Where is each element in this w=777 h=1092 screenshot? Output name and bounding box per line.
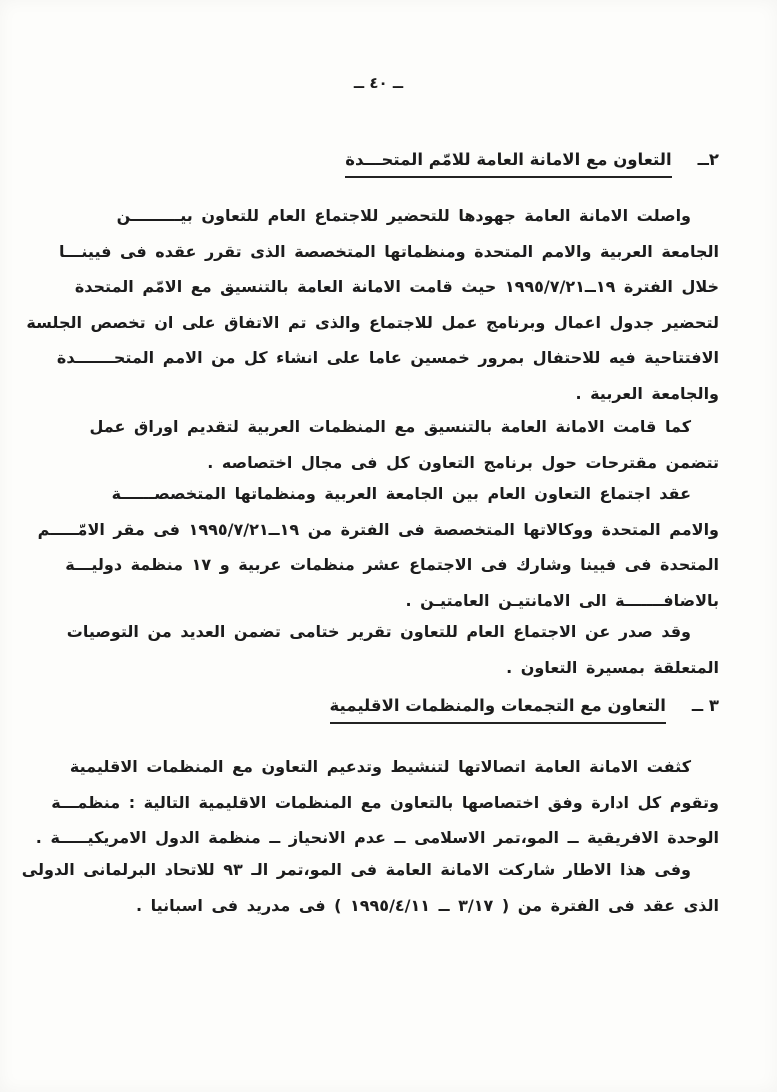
section-3-title: التعاون مع التجمعات والمنظمات الاقليمية [330,696,666,724]
section-3-number: ٣ ــ [691,696,719,715]
text-line: واصلت الامانة العامة جهودها للتحضير للاجتماع العام للتعاون بيـــــــــن [116,206,691,225]
text-line: بالاضافـــــــة الى الامانتيـن العامتيـن . [405,590,719,610]
section-2-paragraph-1 [26,198,719,411]
text-line: المتعلقة بمسيرة التعاون . [506,657,719,677]
section-2-heading [345,150,719,178]
text-line: والجامعة العربية . [575,383,719,403]
text-line: عقد اجتماع التعاون العام بين الجامعة العربية ومنظماتها المتخصصــــــة [111,484,691,503]
text-line: والامم المتحدة ووكالاتها المتخصصة فى الفترة من ١٩ــ١٩٩٥/٧/٢١ فى مقر الامّـــــم [37,519,719,539]
text-line: خلال الفترة ١٩ــ١٩٩٥/٧/٢١ حيث قامت الامانة العامة بالتنسيق مع الامّم المتحدة [74,277,719,296]
text-line: الوحدة الافريقية ــ المو،تمر الاسلامى ــ عدم الانحياز ــ منظمة الدول الامريكيـــــة . [35,828,719,847]
section-3-paragraph-1 [35,749,719,856]
text-line: وتقوم كل ادارة وفق اختصاصها بالتعاون مع المنظمات الاقليمية التالية : منظمـــة [51,792,719,812]
text-line: وفى هذا الاطار شاركت الامانة العامة فى المو،تمر الـ ٩٣ للاتحاد البرلمانى الدولى [21,860,691,879]
text-line: وقد صدر عن الاجتماع العام للتعاون تقرير ختامى تضمن العديد من التوصيات [66,622,691,641]
section-2-number: ٢ــ [697,150,719,169]
text-line: كثفت الامانة العامة اتصالاتها لتنشيط وتدعيم التعاون مع المنظمات الاقليمية [69,757,691,776]
section-2-paragraph-3 [37,476,719,618]
text-line: لتحضير جدول اعمال وبرنامج عمل للاجتماع والذى تم الاتفاق على ان تخصص الجلسة [26,312,719,332]
text-line: المتحدة فى فيينا وشارك فى الاجتماع عشر منظمات عربية و ١٧ منظمة دوليـــة [65,555,719,574]
text-line: الجامعة العربية والامم المتحدة ومنظماتها المتخصصة الذى تقرر عقده فى فيينـــا [58,241,719,261]
section-3-paragraph-2 [21,852,719,923]
section-3-heading [330,696,719,724]
text-line: الافتتاحية فيه للاحتفال بمرور خمسين عاما على انشاء كل من الامم المتحـــــــدة [56,348,719,367]
text-line: الذى عقد فى الفترة من ( ٣/١٧ ــ ١٩٩٥/٤/١١ ) فى مدريد فى اسبانيا . [135,895,719,915]
page-number: ــ ٤٠ ــ [353,74,404,92]
section-2-title: التعاون مع الامانة العامة للامّم المتحـــدة [345,150,671,178]
text-line: تتضمن مقترحات حول برنامج التعاون كل فى مجال اختصاصه . [207,452,719,472]
text-line: كما قامت الامانة العامة بالتنسيق مع المنظمات العربية لتقديم اوراق عمل [89,417,691,436]
section-2-paragraph-2 [58,409,719,480]
section-2-paragraph-4 [58,614,719,685]
